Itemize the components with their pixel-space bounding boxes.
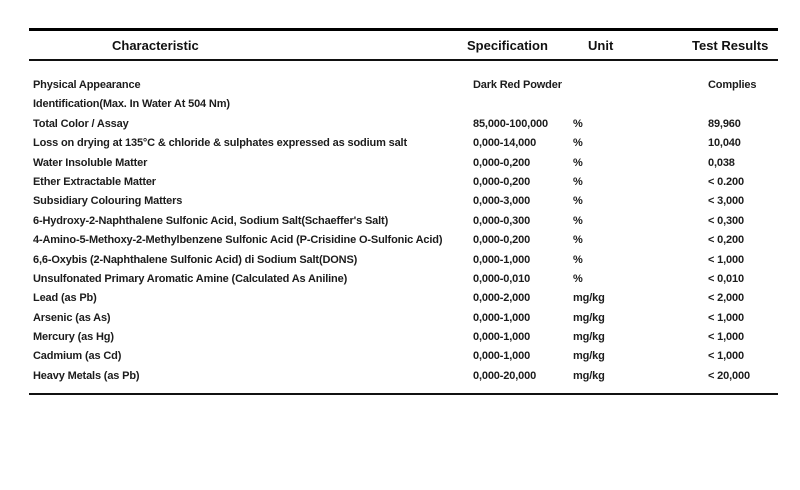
column-header-test-results: Test Results — [692, 38, 769, 53]
cell-unit: % — [573, 117, 583, 130]
cell-unit: % — [573, 234, 583, 247]
table-row — [0, 173, 800, 192]
cell-characteristic: Heavy Metals (as Pb) — [33, 369, 140, 382]
table-row — [0, 76, 800, 95]
cell-unit: % — [573, 137, 583, 150]
cell-specification: 0,000-0,200 — [473, 156, 531, 169]
cell-unit: % — [573, 156, 583, 169]
cell-test-result: < 20,000 — [708, 369, 750, 382]
cell-unit: % — [573, 272, 583, 285]
table-row — [0, 192, 800, 211]
cell-unit: mg/kg — [573, 331, 605, 344]
table-row — [0, 309, 800, 328]
cell-specification: 0,000-2,000 — [473, 292, 531, 305]
cell-test-result: < 1,000 — [708, 350, 744, 363]
cell-specification: 0,000-14,000 — [473, 137, 537, 150]
cell-specification: 0,000-20,000 — [473, 369, 537, 382]
cell-specification: 0,000-1,000 — [473, 331, 531, 344]
cell-test-result: < 1,000 — [708, 311, 744, 324]
cell-characteristic: Subsidiary Colouring Matters — [33, 195, 183, 208]
cell-test-result: 89,960 — [708, 117, 741, 130]
cell-unit: % — [573, 195, 583, 208]
table-row — [0, 95, 800, 114]
cell-specification: 0,000-1,000 — [473, 253, 531, 266]
table-row — [0, 289, 800, 308]
table-row — [0, 270, 800, 289]
table-row — [0, 154, 800, 173]
cell-characteristic: Cadmium (as Cd) — [33, 350, 122, 363]
cell-specification: 0,000-1,000 — [473, 350, 531, 363]
table-body — [0, 76, 800, 386]
cell-specification: 0,000-0,200 — [473, 234, 531, 247]
cell-characteristic: Arsenic (as As) — [33, 311, 111, 324]
cell-unit: mg/kg — [573, 350, 605, 363]
cell-unit: % — [573, 253, 583, 266]
cell-specification: 0,000-3,000 — [473, 195, 531, 208]
column-header-specification: Specification — [467, 38, 548, 53]
table-row — [0, 251, 800, 270]
cell-unit: mg/kg — [573, 311, 605, 324]
cell-characteristic: 6,6-Oxybis (2-Naphthalene Sulfonic Acid) di Sodium Salt(DONS) — [33, 253, 358, 266]
table-header-row — [0, 33, 800, 59]
cell-specification: 0,000-0,010 — [473, 272, 531, 285]
cell-test-result: < 0.200 — [708, 175, 744, 188]
cell-characteristic: Unsulfonated Primary Aromatic Amine (Calculated As Aniline) — [33, 272, 348, 285]
cell-test-result: < 0,300 — [708, 214, 744, 227]
cell-characteristic: Ether Extractable Matter — [33, 175, 156, 188]
cell-specification: 0,000-0,200 — [473, 175, 531, 188]
cell-characteristic: 6-Hydroxy-2-Naphthalene Sulfonic Acid, Sodium Salt(Schaeffer's Salt) — [33, 214, 389, 227]
cell-characteristic: Lead (as Pb) — [33, 292, 97, 305]
cell-characteristic: Total Color / Assay — [33, 117, 129, 130]
cell-characteristic: Loss on drying at 135°C & chloride & sulphates expressed as sodium salt — [33, 137, 407, 150]
cell-characteristic: Water Insoluble Matter — [33, 156, 148, 169]
cell-test-result: < 0,010 — [708, 272, 744, 285]
cell-characteristic: Physical Appearance — [33, 79, 141, 91]
table-bottom-border — [29, 393, 778, 395]
table-row — [0, 328, 800, 347]
cell-unit: mg/kg — [573, 369, 605, 382]
cell-specification: 85,000-100,000 — [473, 117, 548, 130]
table-row — [0, 134, 800, 153]
cell-characteristic: Mercury (as Hg) — [33, 331, 114, 344]
cell-test-result: < 1,000 — [708, 253, 744, 266]
header-underline — [29, 59, 778, 61]
table-row — [0, 212, 800, 231]
table-row — [0, 367, 800, 386]
cell-test-result: 10,040 — [708, 137, 741, 150]
cell-unit: mg/kg — [573, 292, 605, 305]
cell-characteristic: 4-Amino-5-Methoxy-2-Methylbenzene Sulfonic Acid (P-Crisidine O-Sulfonic Acid) — [33, 234, 443, 247]
cell-test-result: < 2,000 — [708, 292, 744, 305]
cell-test-result: < 1,000 — [708, 331, 744, 344]
cell-unit: % — [573, 175, 583, 188]
cell-characteristic: Identification(Max. In Water At 504 Nm) — [33, 98, 230, 111]
cell-specification: 0,000-0,300 — [473, 214, 531, 227]
table-top-border — [29, 28, 778, 31]
column-header-characteristic: Characteristic — [112, 38, 199, 53]
column-header-unit: Unit — [588, 38, 614, 53]
table-row — [0, 231, 800, 250]
cell-unit: % — [573, 214, 583, 227]
cell-test-result: Complies — [708, 79, 757, 91]
cell-specification: Dark Red Powder — [473, 79, 562, 91]
cell-specification: 0,000-1,000 — [473, 311, 531, 324]
table-row — [0, 347, 800, 366]
cell-test-result: < 0,200 — [708, 234, 744, 247]
cell-test-result: 0,038 — [708, 156, 735, 169]
cell-test-result: < 3,000 — [708, 195, 744, 208]
table-row — [0, 115, 800, 134]
